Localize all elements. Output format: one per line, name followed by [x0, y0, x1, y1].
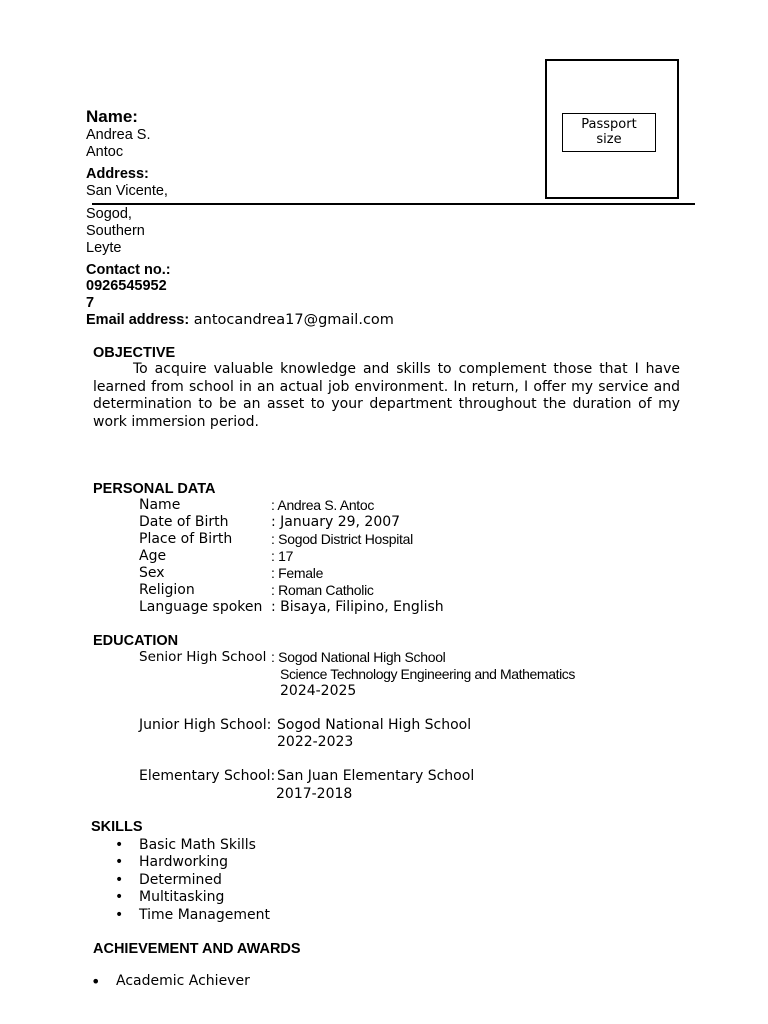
photo-label-line1: Passport	[581, 117, 637, 132]
email-label: Email address:	[86, 312, 190, 328]
award-bullet: •	[91, 972, 101, 991]
contact-label: Contact no.:	[86, 262, 171, 278]
edu-shs-school: : Sogod National High School	[271, 649, 446, 665]
pd-name-value: : Andrea S. Antoc	[271, 497, 375, 513]
skill-bullet: •	[115, 837, 124, 853]
objective-text: To acquire valuable knowledge and skills to complement those that I have learned from school in an actual job environment. In return, I offer my service and determination to be an asset to your department throughout the duration of my work immersion period.	[93, 361, 680, 430]
awards-heading: ACHIEVEMENT AND AWARDS	[93, 941, 301, 957]
contact-number-line1: 0926545952	[86, 278, 167, 294]
award-item: Academic Achiever	[116, 973, 250, 989]
edu-elem-label: Elementary School:	[139, 768, 276, 784]
name-line1: Andrea S.	[86, 127, 151, 143]
address-label: Address:	[86, 166, 149, 182]
pd-dob-label: Date of Birth	[139, 514, 229, 530]
objective-heading: OBJECTIVE	[93, 345, 176, 361]
skill-bullet: •	[115, 907, 124, 923]
pd-age-value: : 17	[271, 548, 294, 564]
skill-bullet: •	[115, 889, 124, 905]
skill-item: Determined	[139, 872, 222, 888]
address-line1: San Vicente,	[86, 183, 168, 199]
email-row	[86, 312, 394, 329]
pd-language-value: : Bisaya, Filipino, English	[271, 599, 444, 615]
pd-sex-value: : Female	[271, 565, 324, 581]
skill-bullet: •	[115, 872, 124, 888]
skills-heading: SKILLS	[91, 819, 143, 835]
name-label: Name:	[86, 107, 138, 126]
passport-photo-label	[562, 113, 656, 152]
skill-item: Hardworking	[139, 854, 229, 870]
edu-shs-years: 2024-2025	[280, 683, 357, 699]
edu-jhs-label: Junior High School:	[139, 717, 272, 733]
address-line4: Leyte	[86, 240, 122, 256]
name-line2: Antoc	[86, 144, 124, 160]
edu-shs-label: Senior High School	[139, 649, 267, 665]
edu-elem-years: 2017-2018	[276, 786, 353, 802]
email-value: antocandrea17@gmail.com	[193, 312, 394, 328]
pd-dob-value: : January 29, 2007	[271, 514, 401, 530]
edu-jhs-years: 2022-2023	[277, 734, 354, 750]
pd-name-label: Name	[139, 497, 181, 513]
personal-data-heading: PERSONAL DATA	[93, 481, 216, 497]
education-heading: EDUCATION	[93, 633, 179, 649]
skill-item: Basic Math Skills	[139, 837, 256, 853]
edu-jhs-school: Sogod National High School	[277, 717, 472, 733]
pd-religion-value: : Roman Catholic	[271, 582, 374, 598]
contact-number-line2: 7	[86, 295, 95, 311]
pd-pob-value: : Sogod District Hospital	[271, 531, 413, 547]
skill-item: Time Management	[139, 907, 270, 923]
skill-bullet: •	[115, 854, 124, 870]
address-line2: Sogod,	[86, 206, 132, 222]
edu-shs-strand: Science Technology Engineering and Mathematics	[280, 666, 575, 682]
pd-religion-label: Religion	[139, 582, 195, 598]
photo-label-line2: size	[596, 132, 622, 147]
skill-item: Multitasking	[139, 889, 225, 905]
pd-pob-label: Place of Birth	[139, 531, 233, 547]
address-line3: Southern	[86, 223, 145, 239]
pd-age-label: Age	[139, 548, 167, 564]
header-divider	[92, 203, 695, 205]
pd-sex-label: Sex	[139, 565, 165, 581]
pd-language-label: Language spoken	[139, 599, 263, 615]
edu-elem-school: San Juan Elementary School	[277, 768, 475, 784]
